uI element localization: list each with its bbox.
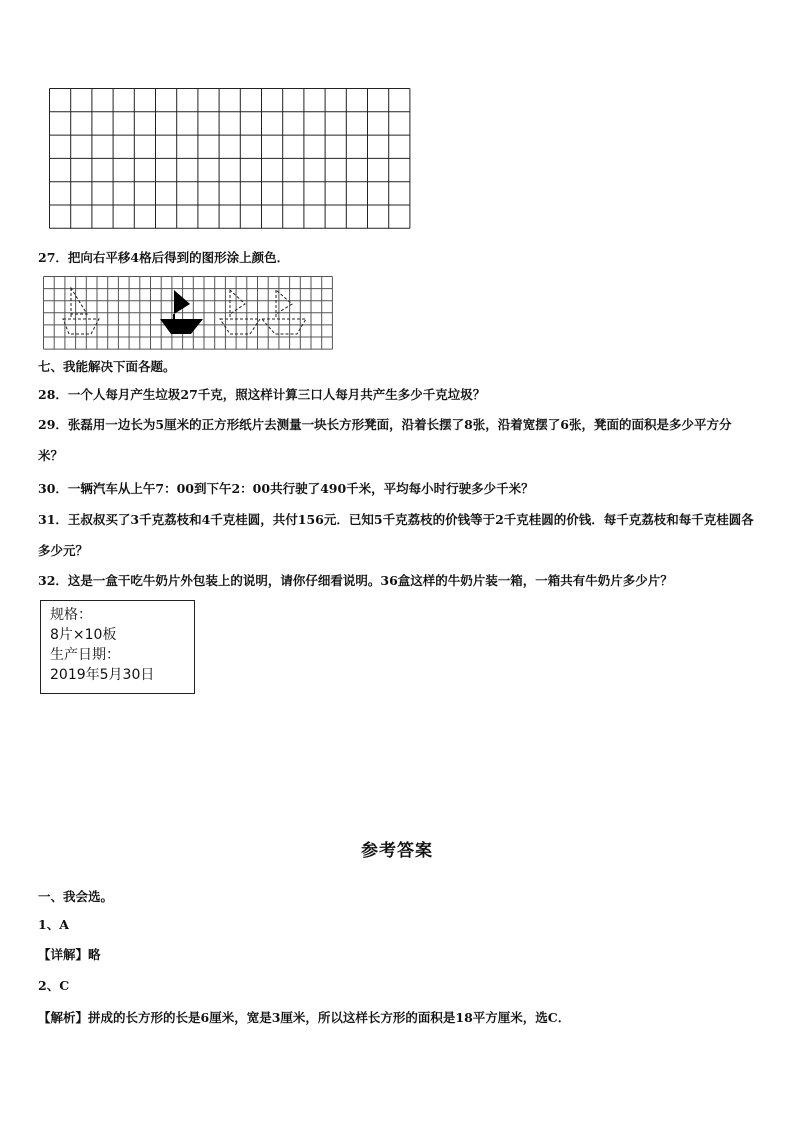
product-spec-box	[40, 600, 195, 694]
translation-grid	[43, 276, 333, 350]
translation-grid-lines	[44, 277, 333, 350]
answer-1: 1、A	[38, 917, 69, 932]
spec-label: 规格：	[50, 607, 92, 623]
spec-value: 8片×10板	[50, 627, 117, 643]
question-31: 31．王叔叔买了3千克荔枝和4千克桂圆，共付156元．已知5千克荔枝的价钱等于2千克桂圆的价钱．每千克荔枝和每千克桂圆各多少元？	[38, 512, 754, 558]
dashed-boat-figure-1	[63, 288, 99, 334]
production-date-label: 生产日期：	[50, 647, 120, 663]
square-grid-large	[49, 88, 413, 230]
answer-section-1: 一、我会选。	[38, 889, 114, 904]
answer-2: 2、C	[38, 978, 70, 993]
question-32: 32．这是一盒干吃牛奶片外包装上的说明，请你仔细看说明。36盒这样的牛奶片装一箱，一箱共有牛奶片多少片？	[38, 573, 673, 588]
answer-1-detail: 【详解】略	[38, 947, 101, 962]
question-30: 30．一辆汽车从上午7：00到下午2：00共行驶了490千米，平均每小时行驶多少千米？	[38, 481, 534, 496]
question-27: 27．把向右平移4格后得到的图形涂上颜色．	[38, 250, 290, 265]
dashed-boat-figure-2	[220, 290, 260, 334]
answer-key-title: 参考答案	[361, 841, 433, 861]
production-date-value: 2019年5月30日	[50, 667, 155, 683]
question-29: 29．张磊用一边长为5厘米的正方形纸片去测量一块长方形凳面，沿着长摆了8张，沿着宽摆了6张，凳面的面积是多少平方分米？	[38, 417, 732, 463]
solid-boat-figure	[160, 290, 203, 334]
question-28: 28．一个人每月产生垃圾27千克，照这样计算三口人每月共产生多少千克垃圾？	[38, 387, 486, 402]
answer-2-analysis: 【解析】拼成的长方形的长是6厘米，宽是3厘米，所以这样长方形的面积是18平方厘米，选C．	[38, 1010, 571, 1025]
section-7-heading: 七、我能解决下面各题。	[38, 359, 176, 374]
